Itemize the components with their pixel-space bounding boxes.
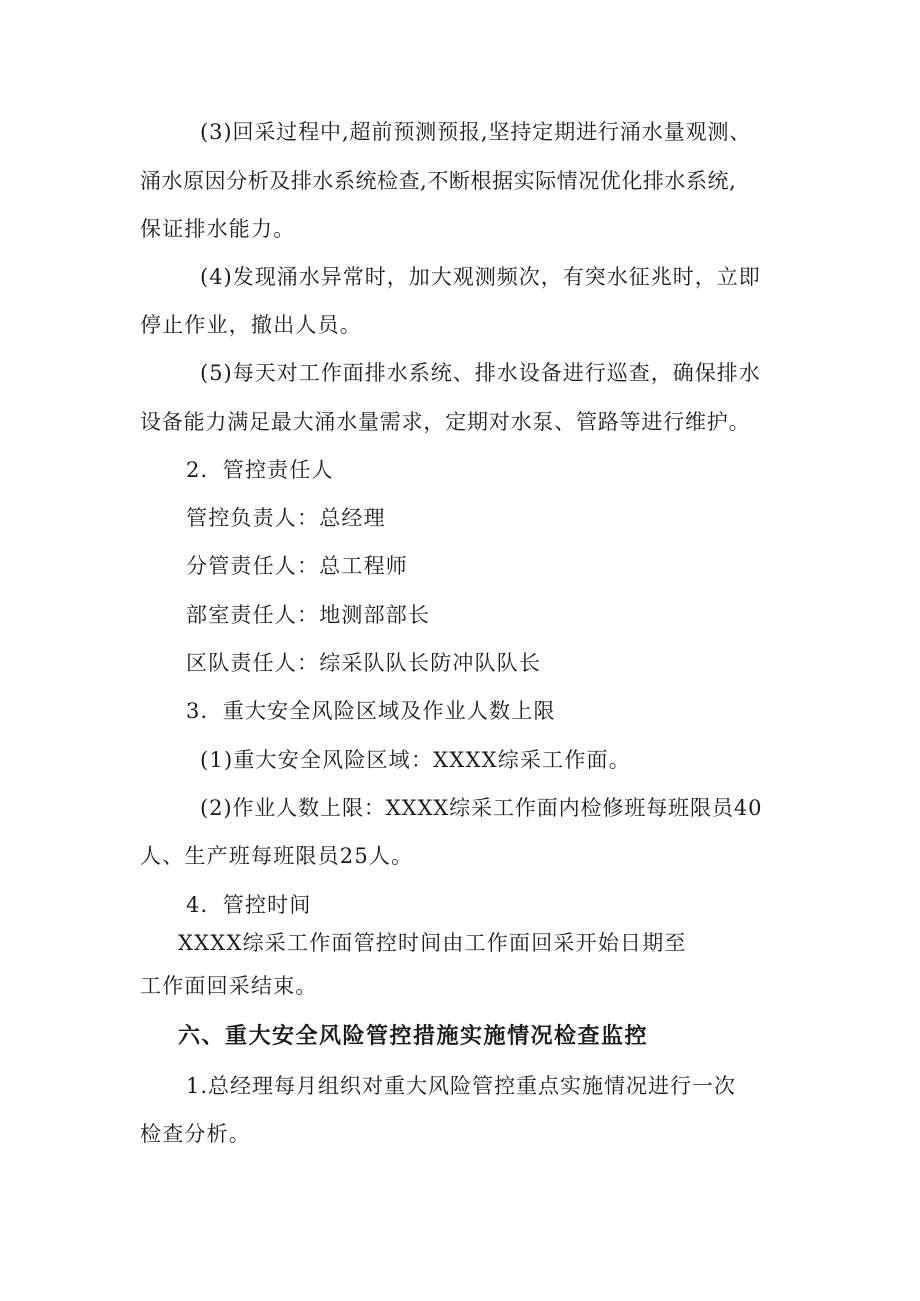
responsible-person-line: 部室责任人：地测部部长 [186,603,431,627]
section-heading: 六、重大安全风险管控措施实施情况检查监控 [178,1024,649,1049]
paragraph-line: 检查分析。 [140,1122,251,1146]
paragraph-line: (4)发现涌水异常时，加大观测频次，有突水征兆时，立即 [200,265,761,289]
paragraph-line: 1.总经理每月组织对重大风险管控重点实施情况进行一次 [186,1074,737,1098]
subsection-heading: 4．管控时间 [186,893,312,917]
responsible-person-line: 分管责任人：总工程师 [186,554,408,578]
paragraph-line: 保证排水能力。 [140,217,296,241]
paragraph-line: 涌水原因分析及排水系统检查,不断根据实际情况优化排水系统, [140,169,737,193]
paragraph-line: (1)重大安全风险区域：XXXX综采工作面。 [200,748,631,772]
paragraph-line: 停止作业，撤出人员。 [140,313,362,337]
paragraph-line: (3)回采过程中,超前预测预报,坚持定期进行涌水量观测、 [200,120,752,144]
paragraph-line: (2)作业人数上限：XXXX综采工作面内检修班每班限员40 [200,796,763,820]
subsection-heading: 2．管控责任人 [186,458,334,482]
responsible-person-line: 区队责任人：综采队队长防冲队队长 [186,651,542,675]
paragraph-line: 工作面回采结束。 [140,974,318,998]
subsection-heading: 3．重大安全风险区域及作业人数上限 [186,699,556,723]
paragraph-line: XXXX综采工作面管控时间由工作面回采开始日期至 [178,931,687,955]
paragraph-line: (5)每天对工作面排水系统、排水设备进行巡查，确保排水 [200,361,761,385]
responsible-person-line: 管控负责人：总经理 [186,506,386,530]
paragraph-line: 人、生产班每班限员25人。 [140,844,414,868]
paragraph-line: 设备能力满足最大涌水量需求，定期对水泵、管路等进行维护。 [140,410,751,434]
